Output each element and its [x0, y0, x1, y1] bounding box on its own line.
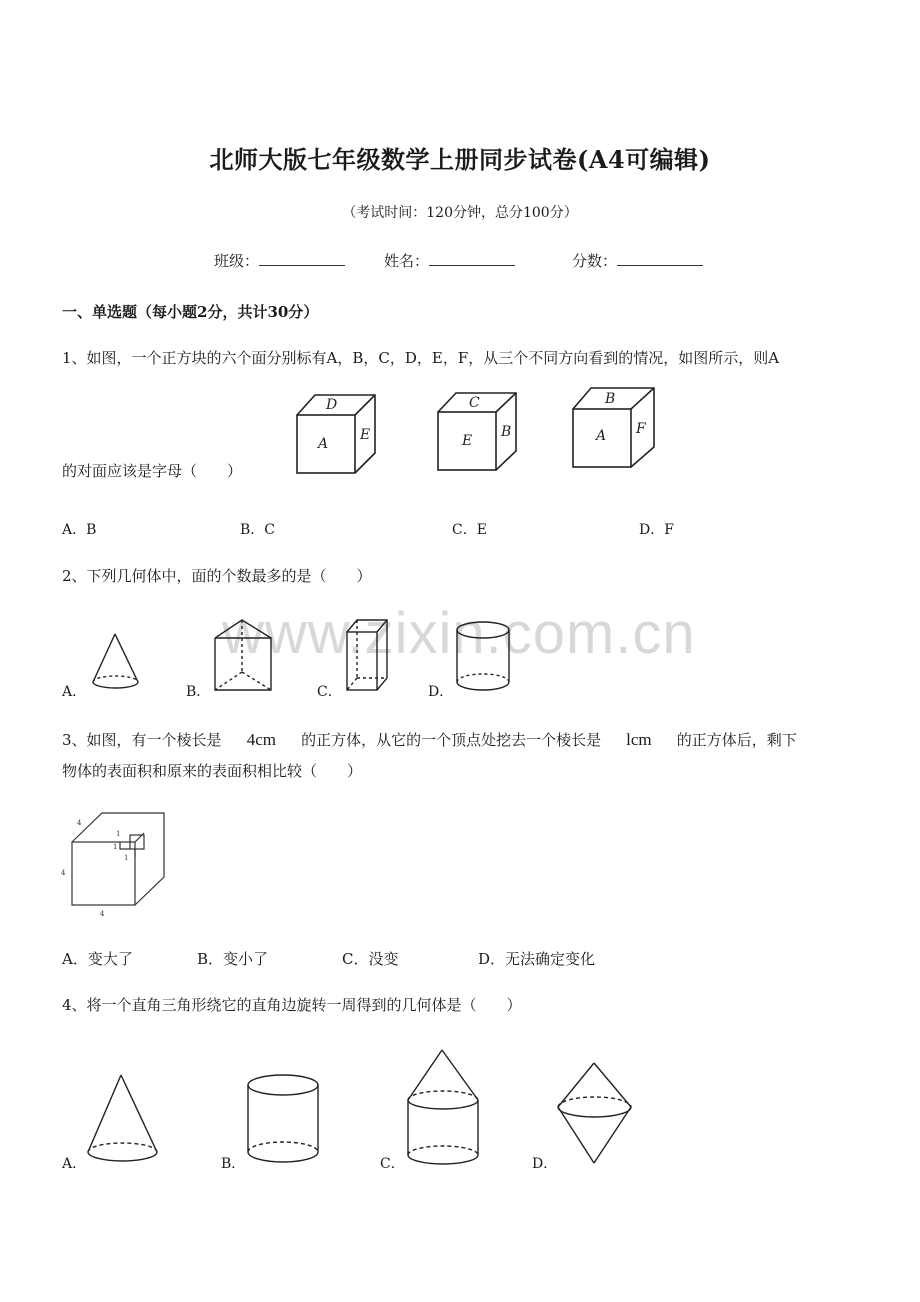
- q1-option-a[interactable]: A．B: [62, 522, 97, 538]
- q4-option-c[interactable]: C．: [380, 1156, 405, 1172]
- q3-label-top-4: 4: [77, 819, 82, 827]
- class-field: [214, 250, 345, 271]
- name-blank: [429, 251, 515, 266]
- score-label: 分数：: [572, 252, 618, 270]
- q3-stem-line1: [62, 725, 797, 755]
- q3-option-c[interactable]: C．没变: [342, 950, 399, 968]
- q1-stem-line2: 的对面应该是字母（ ）: [62, 462, 243, 480]
- q3-length-1cm: lcm: [626, 730, 652, 749]
- q3-stem-part-a: 3、如图，有一个棱长是: [62, 731, 222, 749]
- q1-cube2-side-label: B: [501, 424, 512, 440]
- q3-label-cut-1b: 1: [113, 843, 118, 851]
- q3-stem-part-c: 的正方体后，剩下: [676, 731, 797, 749]
- q3-stem-line2: 物体的表面积和原来的表面积相比较（ ）: [62, 762, 363, 780]
- score-blank: [617, 251, 703, 266]
- page-title: 北师大版七年级数学上册同步试卷(A4可编辑): [209, 145, 711, 174]
- q4-option-b[interactable]: B．: [221, 1156, 246, 1172]
- section-heading: 一、单选题（每小题2分，共计30分）: [62, 303, 319, 321]
- q4-option-d[interactable]: D．: [532, 1156, 558, 1172]
- q1-cube1-side-label: E: [360, 427, 371, 443]
- class-label: 班级：: [214, 252, 260, 270]
- name-field: [384, 250, 515, 271]
- class-blank: [259, 251, 345, 266]
- q1-cube3-front-label: A: [596, 428, 607, 444]
- q1-cube3-top-label: B: [605, 391, 616, 407]
- q1-option-d[interactable]: D．F: [639, 522, 674, 538]
- q3-option-b[interactable]: B．变小了: [197, 950, 269, 968]
- name-label: 姓名：: [384, 252, 430, 270]
- q3-label-left-4: 4: [61, 869, 66, 877]
- q1-cube2-front-label: E: [462, 433, 473, 449]
- q2-option-c[interactable]: C．: [317, 684, 342, 700]
- q1-option-c[interactable]: C．E: [452, 522, 487, 538]
- q3-label-cut-1a: 1: [116, 830, 121, 838]
- q1-cube2-top-label: C: [469, 395, 480, 411]
- q1-option-b[interactable]: B．C: [240, 522, 275, 538]
- exam-subtitle: （考试时间：120分钟，总分100分）: [342, 205, 578, 221]
- q2-stem: 2、下列几何体中，面的个数最多的是（ ）: [62, 567, 372, 585]
- q1-stem-line1: 1、如图，一个正方块的六个面分别标有A，B，C，D，E，F，从三个不同方向看到的情况，如图所示，则A: [62, 349, 780, 367]
- q3-cube-figure: [58, 805, 173, 920]
- q4-stem: 4、将一个直角三角形绕它的直角边旋转一周得到的几何体是（ ）: [62, 996, 522, 1014]
- q4-solid-figures: [80, 1045, 640, 1170]
- q1-cube3-side-label: F: [636, 421, 646, 437]
- q2-option-d[interactable]: D．: [428, 684, 454, 700]
- score-field: [572, 250, 703, 271]
- q3-option-a[interactable]: A．变大了: [62, 950, 133, 968]
- q2-option-b[interactable]: B．: [186, 684, 211, 700]
- watermark: www.zixin.com.cn: [222, 601, 696, 666]
- q3-stem-part-b: 的正方体，从它的一个顶点处挖去一个棱长是: [301, 731, 602, 749]
- q1-cube-figures: [280, 385, 680, 480]
- q3-label-bottom-4: 4: [100, 910, 105, 918]
- q2-solid-figures: [85, 612, 525, 697]
- q3-label-cut-1c: 1: [124, 854, 129, 862]
- q3-option-d[interactable]: D．无法确定变化: [478, 950, 596, 968]
- q3-length-4cm: 4cm: [246, 730, 276, 749]
- q1-cube1-top-label: D: [326, 397, 338, 413]
- q1-cube1-front-label: A: [318, 436, 329, 452]
- q4-option-a[interactable]: A．: [62, 1156, 87, 1172]
- q2-option-a[interactable]: A．: [62, 684, 87, 700]
